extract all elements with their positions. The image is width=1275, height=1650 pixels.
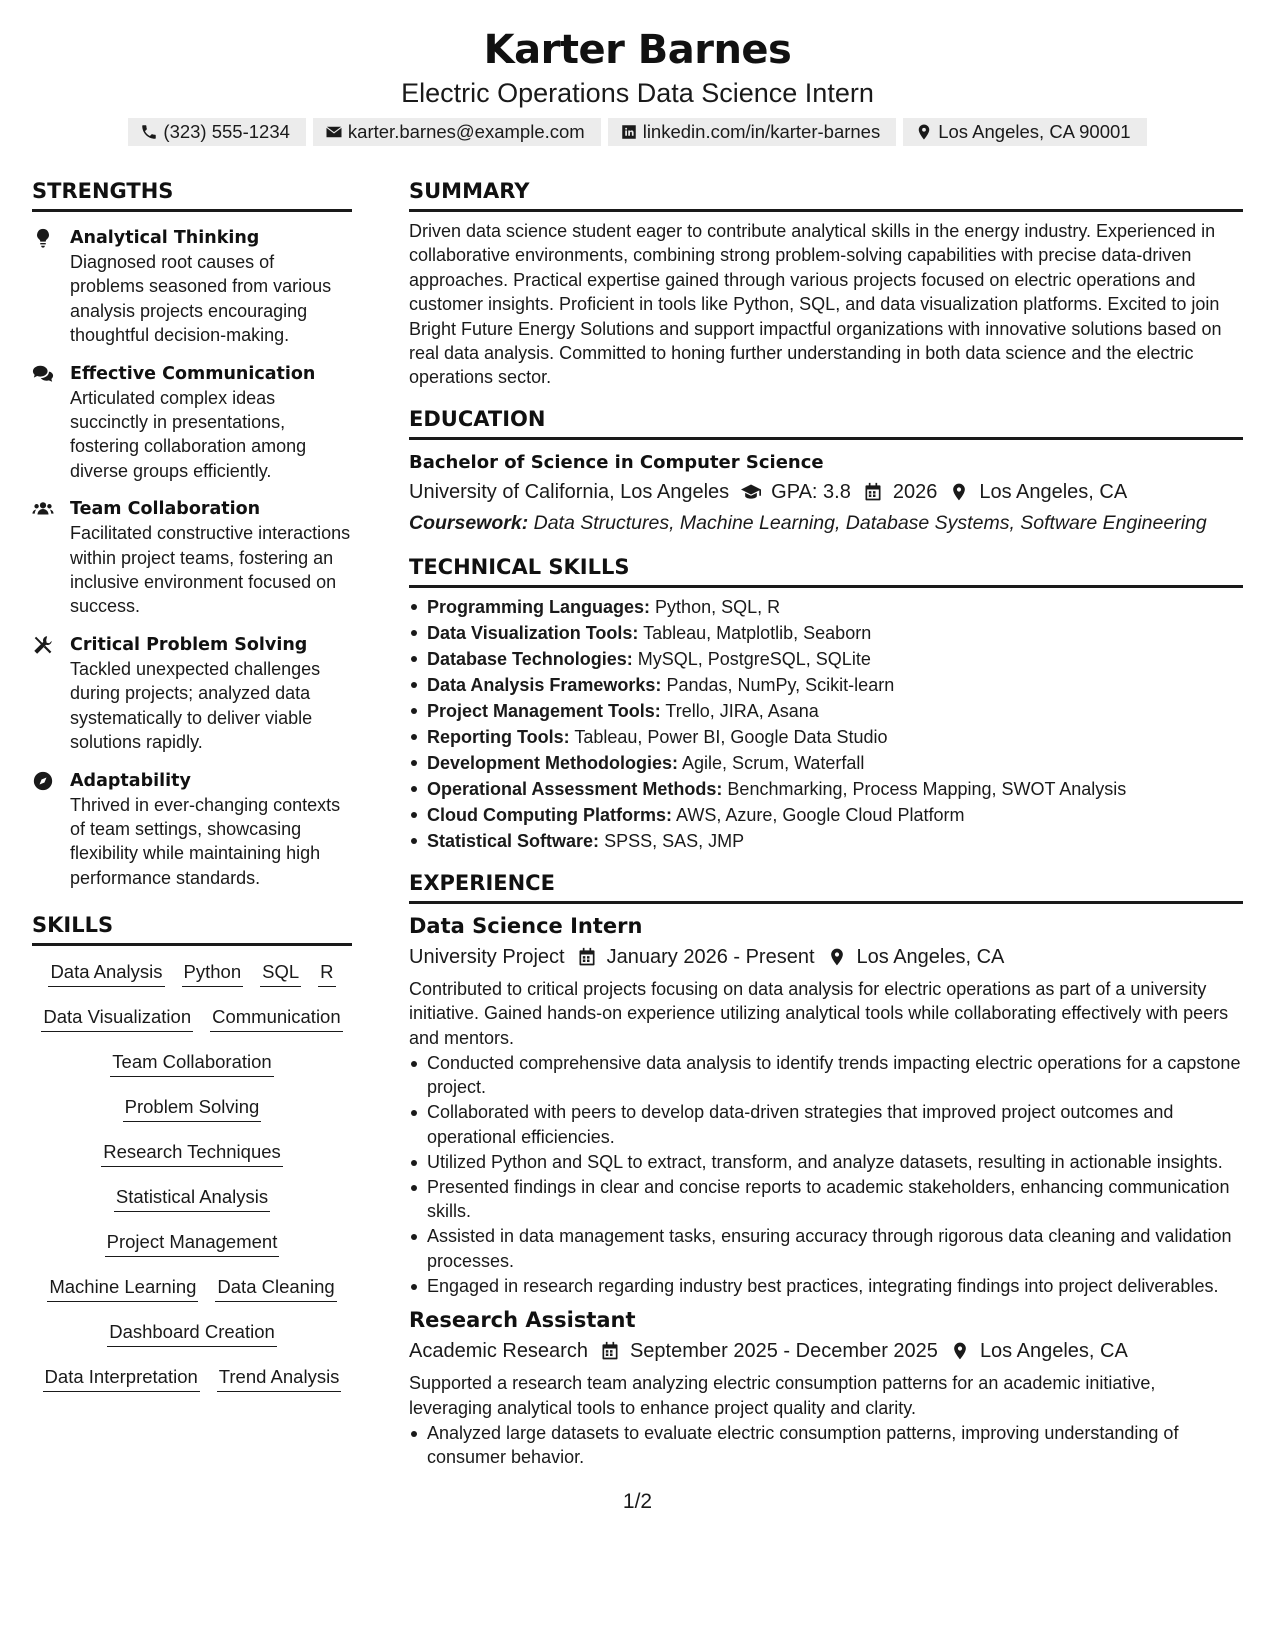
tech-skill-value: SPSS, SAS, JMP xyxy=(604,830,745,851)
skill-tag: Statistical Analysis xyxy=(114,1185,270,1212)
summary-heading: SUMMARY xyxy=(409,178,1243,212)
list-item xyxy=(409,802,1243,828)
coursework-line xyxy=(409,508,1243,538)
contact-email[interactable] xyxy=(313,118,601,146)
strength-item xyxy=(32,769,352,891)
tech-skill-value: Tableau, Power BI, Google Data Studio xyxy=(574,726,888,747)
list-item: Utilized Python and SQL to extract, transform, and analyze datasets, resulting in actionable insights. xyxy=(409,1150,1243,1174)
skill-tag: Data Analysis xyxy=(48,960,164,987)
tools-icon xyxy=(32,634,54,656)
strength-title: Effective Communication xyxy=(70,363,316,384)
map-pin-icon xyxy=(915,123,933,141)
gpa-value: GPA: 3.8 xyxy=(771,480,851,503)
list-item: Presented findings in clear and concise reports to academic stakeholders, enhancing communication skills. xyxy=(409,1175,1243,1223)
graduation-cap-icon xyxy=(741,482,761,502)
skill-tag: Data Visualization xyxy=(41,1005,193,1032)
job-location: Los Angeles, CA xyxy=(979,1340,1128,1363)
strength-item xyxy=(32,633,352,755)
tech-skill-value: Trello, JIRA, Asana xyxy=(665,700,819,721)
tech-skill-label: Database Technologies: xyxy=(427,648,633,669)
strength-title: Analytical Thinking xyxy=(70,228,260,248)
job-dates: September 2025 - December 2025 xyxy=(629,1340,938,1363)
coursework-list: Data Structures, Machine Learning, Database Systems, Software Engineering xyxy=(533,511,1207,534)
job-entry xyxy=(409,1306,1243,1469)
tech-skill-value: Pandas, NumPy, Scikit-learn xyxy=(666,674,895,695)
skill-tag: Data Interpretation xyxy=(43,1365,200,1392)
right-column xyxy=(409,178,1243,1470)
tech-skill-label: Programming Languages: xyxy=(427,596,651,617)
strength-item xyxy=(32,362,352,484)
education-heading: EDUCATION xyxy=(409,406,1243,440)
graduation-year: 2026 xyxy=(892,480,938,503)
skill-tag: Python xyxy=(182,960,244,987)
skills-list xyxy=(32,960,352,1392)
job-title: Data Science Intern xyxy=(409,913,643,938)
list-item xyxy=(409,672,1243,698)
map-pin-icon xyxy=(827,947,847,967)
job-bullets xyxy=(409,1051,1243,1298)
skill-tag: Machine Learning xyxy=(47,1275,198,1302)
skill-tag: Team Collaboration xyxy=(110,1050,273,1077)
job-title: Research Assistant xyxy=(409,1308,636,1333)
tech-skill-value: Benchmarking, Process Mapping, SWOT Analysis xyxy=(727,778,1127,799)
job-entry xyxy=(409,912,1243,1298)
strength-item xyxy=(32,497,352,619)
phone-icon xyxy=(140,123,158,141)
tech-skill-value: MySQL, PostgreSQL, SQLite xyxy=(637,648,871,669)
list-item: Assisted in data management tasks, ensuring accuracy through rigorous data cleaning and validation processes. xyxy=(409,1224,1243,1272)
experience-heading: EXPERIENCE xyxy=(409,870,1243,904)
tech-skill-label: Project Management Tools: xyxy=(427,700,661,721)
contact-linkedin-text: linkedin.com/in/karter-barnes xyxy=(642,121,881,142)
tech-skill-label: Development Methodologies: xyxy=(427,752,679,773)
coursework-label: Coursework: xyxy=(409,511,529,534)
skill-tag: R xyxy=(318,960,335,987)
list-item: Engaged in research regarding industry best practices, integrating findings into project deliverables. xyxy=(409,1274,1243,1298)
contact-location xyxy=(903,118,1146,146)
tech-skill-label: Statistical Software: xyxy=(427,830,600,851)
technical-skills-list xyxy=(409,594,1243,854)
list-item xyxy=(409,620,1243,646)
contact-linkedin[interactable] xyxy=(608,118,897,146)
list-item xyxy=(409,828,1243,854)
resume-header xyxy=(0,26,1275,146)
list-item xyxy=(409,776,1243,802)
skill-tag: Project Management xyxy=(105,1230,280,1257)
education-meta xyxy=(409,477,1243,507)
candidate-name: Karter Barnes xyxy=(483,27,792,73)
linkedin-icon xyxy=(620,123,638,141)
job-summary: Supported a research team analyzing electric consumption patterns for an academic initiative, leveraging analytical tools to enhance project quality and clarity. xyxy=(409,1373,1156,1418)
list-item: Collaborated with peers to develop data-driven strategies that improved project outcomes and operational efficiencies. xyxy=(409,1100,1243,1148)
job-org: University Project xyxy=(409,945,565,968)
map-pin-icon xyxy=(949,482,969,502)
list-item: Analyzed large datasets to evaluate electric consumption patterns, improving understanding of consumer behavior. xyxy=(409,1421,1243,1469)
job-org: Academic Research xyxy=(409,1340,588,1363)
strength-desc: Tackled unexpected challenges during projects; analyzed data systematically to deliver viable solutions rapidly. xyxy=(70,658,321,753)
strength-item xyxy=(32,226,352,348)
job-dates: January 2026 - Present xyxy=(606,945,815,968)
skill-tag: Dashboard Creation xyxy=(107,1320,277,1347)
tech-skill-label: Cloud Computing Platforms: xyxy=(427,804,672,825)
job-meta xyxy=(409,1336,1243,1366)
list-item xyxy=(409,646,1243,672)
strength-title: Team Collaboration xyxy=(70,499,261,520)
list-item: Conducted comprehensive data analysis to identify trends impacting electric operations for a capstone project. xyxy=(409,1051,1243,1099)
tech-skill-label: Reporting Tools: xyxy=(427,726,570,747)
left-column xyxy=(32,178,352,1392)
strength-desc: Articulated complex ideas succinctly in presentations, fostering collaboration among diverse groups efficiently. xyxy=(70,387,307,481)
tech-skill-label: Data Analysis Frameworks: xyxy=(427,674,662,695)
envelope-icon xyxy=(325,123,343,141)
education-location: Los Angeles, CA xyxy=(979,480,1128,503)
skill-tag: Research Techniques xyxy=(101,1140,283,1167)
list-item xyxy=(409,750,1243,776)
list-item xyxy=(409,594,1243,620)
calendar-icon xyxy=(577,947,597,967)
contact-location-text: Los Angeles, CA 90001 xyxy=(938,121,1131,142)
tech-skill-value: Tableau, Matplotlib, Seaborn xyxy=(643,622,872,643)
strengths-heading: STRENGTHS xyxy=(32,178,352,212)
skill-tag: Problem Solving xyxy=(123,1095,262,1122)
skill-tag: Communication xyxy=(210,1005,343,1032)
contact-bar xyxy=(0,118,1275,146)
calendar-icon xyxy=(600,1341,620,1361)
strength-title: Adaptability xyxy=(70,770,191,791)
users-icon xyxy=(32,498,54,520)
skills-heading: SKILLS xyxy=(32,912,352,946)
skill-tag: Trend Analysis xyxy=(217,1365,342,1392)
contact-phone[interactable] xyxy=(128,118,306,146)
summary-text: Driven data science student eager to contribute analytical skills in the energy industry. Experienced in collaborative environments, combining strong problem-solving capabilities with precise data-driven approaches. Practical expertise gained through various projects focused on electric operations and customer insights. Proficient in tools like Python, SQL, and data visualization platforms. Excited to join Bright Future Energy Solutions and support impactful organizations with innovative solutions based on real data analysis. Committed to honing further understanding in both data science and the electric operations sector. xyxy=(409,221,1222,388)
lightbulb-icon xyxy=(32,227,54,249)
contact-phone-text: (323) 555-1234 xyxy=(163,121,290,142)
skill-tag: Data Cleaning xyxy=(215,1275,336,1302)
comments-icon xyxy=(32,363,54,385)
tech-skill-value: AWS, Azure, Google Cloud Platform xyxy=(676,804,965,825)
tech-skill-label: Data Visualization Tools: xyxy=(427,622,639,643)
contact-email-text: karter.barnes@example.com xyxy=(347,121,585,142)
skill-tag: SQL xyxy=(260,960,301,987)
strength-desc: Facilitated constructive interactions within project teams, fostering an inclusive environment focused on success. xyxy=(70,523,351,617)
job-location: Los Angeles, CA xyxy=(856,945,1005,968)
job-summary: Contributed to critical projects focusing on data analysis for electric operations as part of a university initiative. Gained hands-on experience utilizing analytical tools while collaborating effectively with peers and mentors. xyxy=(409,978,1229,1048)
tech-skill-value: Python, SQL, R xyxy=(655,596,781,617)
tech-skill-value: Agile, Scrum, Waterfall xyxy=(682,752,865,773)
strength-desc: Thrived in ever-changing contexts of team settings, showcasing flexibility while maintaining high performance standards. xyxy=(70,794,341,888)
map-pin-icon xyxy=(950,1341,970,1361)
list-item xyxy=(409,724,1243,750)
compass-icon xyxy=(32,770,54,792)
tech-skill-label: Operational Assessment Methods: xyxy=(427,778,723,799)
strength-desc: Diagnosed root causes of problems seasoned from various analysis projects encouraging thoughtful decision-making. xyxy=(70,252,332,346)
degree-title: Bachelor of Science in Computer Science xyxy=(409,451,824,473)
school-name: University of California, Los Angeles xyxy=(409,480,730,503)
list-item xyxy=(409,698,1243,724)
page-number: 1/2 xyxy=(622,1490,653,1513)
technical-skills-heading: TECHNICAL SKILLS xyxy=(409,554,1243,588)
strength-title: Critical Problem Solving xyxy=(70,634,308,655)
calendar-icon xyxy=(863,482,883,502)
job-bullets xyxy=(409,1421,1243,1469)
job-meta xyxy=(409,942,1243,972)
target-role: Electric Operations Data Science Intern xyxy=(401,78,874,108)
